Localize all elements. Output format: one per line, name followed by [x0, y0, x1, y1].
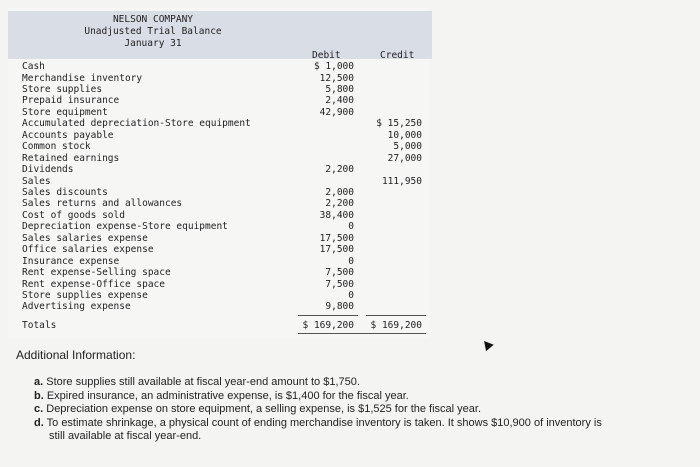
company-name: NELSON COMPANY [112, 14, 194, 25]
debit-amount: 42,900 [319, 106, 354, 118]
credit-amount: 111,950 [381, 175, 422, 187]
debit-amount: 2,200 [325, 164, 354, 176]
mouse-cursor-icon [480, 338, 493, 351]
account-name: Sales returns and allowances [22, 198, 183, 210]
account-name: Dividends [22, 164, 74, 176]
additional-info-item [34, 403, 481, 416]
debit-amount: 7,500 [325, 278, 354, 290]
account-name: Retained earnings [22, 152, 120, 164]
account-name: Insurance expense [22, 255, 120, 267]
account-name: Common stock [22, 141, 91, 153]
account-name: Store supplies expense [22, 290, 148, 301]
item-letter: c. [34, 403, 44, 415]
additional-info-item [34, 417, 602, 430]
totals-label: Totals [22, 320, 57, 331]
item-letter: a. [34, 376, 44, 388]
trial-balance-header [8, 11, 432, 59]
debit-amount: $ 1,000 [313, 61, 354, 72]
debit-amount: 0 [348, 221, 354, 233]
additional-info-item [34, 376, 360, 389]
debit-amount: 12,500 [319, 72, 354, 84]
credit-amount: 10,000 [387, 129, 422, 141]
debit-column-header: Debit [312, 50, 341, 61]
totals-bottom-rule [298, 333, 426, 334]
account-name: Cost of goods sold [22, 209, 125, 221]
account-name: Advertising expense [22, 301, 131, 313]
debit-amount: 2,200 [325, 198, 354, 210]
item-text: Depreciation expense on store equipment, a selling expense, is $1,525 for the fiscal year. [46, 403, 482, 415]
item-text: Expired insurance, an administrative expense, is $1,400 for the fiscal year. [46, 390, 409, 402]
item-letter: b. [34, 390, 44, 402]
account-name: Rent expense-Selling space [22, 267, 171, 279]
totals-debit: $ 169,200 [302, 320, 354, 331]
statement-title: Unadjusted Trial Balance [84, 26, 222, 37]
statement-date: January 31 [124, 38, 182, 49]
account-name: Cash [22, 61, 45, 72]
debit-amount: 17,500 [319, 244, 354, 256]
account-name: Accounts payable [22, 129, 114, 141]
additional-info-item [34, 390, 409, 403]
debit-amount: 5,800 [325, 83, 354, 95]
debit-amount: 2,400 [325, 95, 354, 107]
totals-credit: $ 169,200 [370, 320, 422, 331]
credit-amount: 5,000 [393, 141, 422, 153]
account-name: Sales salaries expense [22, 232, 148, 244]
item-text: Store supplies still available at fiscal year-end amount to $1,750. [46, 376, 360, 388]
account-name: Sales [22, 175, 51, 187]
debit-amount: 9,800 [325, 301, 354, 313]
credit-column-header: Credit [380, 50, 415, 61]
credit-amount: 27,000 [387, 152, 422, 164]
debit-amount: 7,500 [325, 267, 354, 279]
credit-total-rule [366, 315, 426, 316]
account-name: Sales discounts [22, 186, 108, 198]
debit-amount: 0 [348, 255, 354, 267]
account-name: Rent expense-Office space [22, 278, 165, 290]
account-name: Merchandise inventory [22, 72, 143, 84]
item-text: still available at fiscal year-end. [49, 430, 202, 442]
debit-amount: 17,500 [319, 232, 354, 244]
credit-amount: $ 15,250 [376, 118, 422, 130]
account-name: Prepaid insurance [22, 95, 120, 107]
account-name: Depreciation expense-Store equipment [22, 221, 228, 233]
item-text: To estimate shrinkage, a physical count of ending merchandise inventory is taken. It shows $10,900 of inventory is [46, 417, 602, 429]
debit-amount: 2,000 [325, 186, 354, 198]
account-name: Office salaries expense [22, 244, 154, 256]
additional-info-item [49, 430, 201, 443]
account-name: Store equipment [22, 106, 108, 118]
item-letter: d. [34, 417, 44, 429]
debit-amount: 38,400 [319, 209, 354, 221]
debit-amount: 0 [348, 290, 354, 301]
account-name: Accumulated depreciation-Store equipment [22, 118, 251, 130]
additional-info-title: Additional Information: [16, 348, 136, 362]
account-name: Store supplies [22, 83, 103, 95]
debit-total-rule [298, 315, 358, 316]
